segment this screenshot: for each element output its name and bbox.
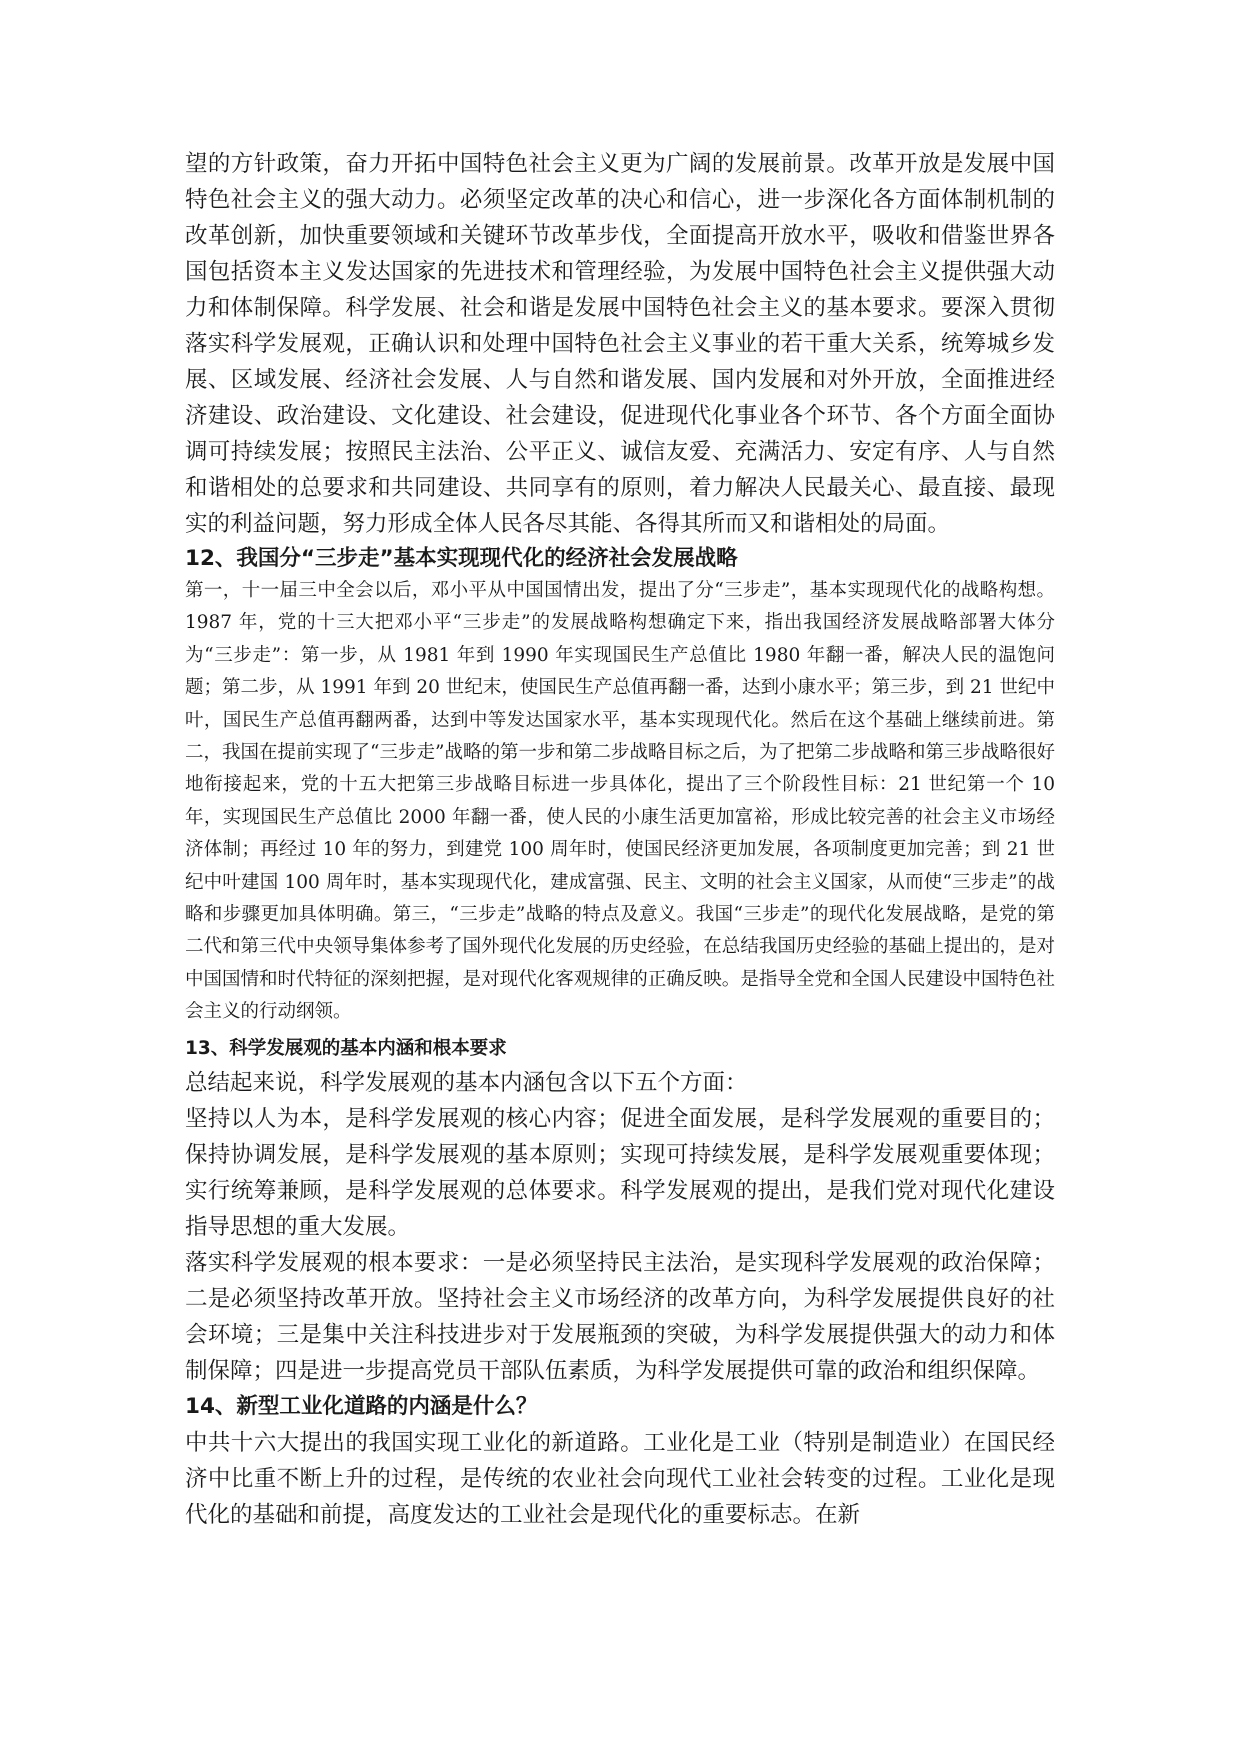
section-13-heading: 13、科学发展观的基本内涵和根本要求: [185, 1037, 507, 1059]
document-content: [185, 146, 1055, 1533]
section-13-intro: 总结起来说，科学发展观的基本内涵包含以下五个方面：: [185, 1069, 748, 1096]
section-13-paragraph-1: 坚持以人为本，是科学发展观的核心内容；促进全面发展，是科学发展观的重要目的；保持协调发展，是科学发展观的基本原则；实现可持续发展，是科学发展观重要体现；实行统筹兼顾，是科学发展观的总体要求。科学发展观的提出，是我们党对现代化建设指导思想的重大发展。: [185, 1105, 1055, 1240]
section-12-body: 第一，十一届三中全会以后，邓小平从中国国情出发，提出了分“三步走”，基本实现现代化的战略构想。1987 年，党的十三大把邓小平“三步走”的发展战略构想确定下来，指出我国经济发展战略部署大体分为“三步走”：第一步，从 1981 年到 1990 年实现国民生产总值比 1980 年翻一番，解决人民的温饱问题；第二步，从 1991 年到 20 世纪末，使国民生产总值再翻一番，达到小康水平；第三步，到 21 世纪中叶，国民生产总值再翻两番，达到中等发达国家水平，基本实现现代化。然后在这个基础上继续前进。第二，我国在提前实现了“三步走”战略的第一步和第二步战略目标之后，为了把第二步战略和第三步战略很好地衔接起来，党的十五大把第三步战略目标进一步具体化，提出了三个阶段性目标：21 世纪第一个 10 年，实现国民生产总值比 2000 年翻一番，使人民的小康生活更加富裕，形成比较完善的社会主义市场经济体制；再经过 10 年的努力，到建党 100 周年时，使国民经济更加发展，各项制度更加完善；到 21 世纪中叶建国 100 周年时，基本实现现代化，建成富强、民主、文明的社会主义国家，从而使“三步走”的战略和步骤更加具体明确。第三，“三步走”战略的特点及意义。我国“三步走”的现代化发展战略，是党的第二代和第三代中央领导集体参考了国外现代化发展的历史经验，在总结我国历史经验的基础上提出的，是对中国国情和时代特征的深刻把握，是对现代化客观规律的正确反映。是指导全党和全国人民建设中国特色社会主义的行动纲领。: [185, 580, 1055, 1023]
section-14-body: 中共十六大提出的我国实现工业化的新道路。工业化是工业（特别是制造业）在国民经济中比重不断上升的过程，是传统的农业社会向现代工业社会转变的过程。工业化是现代化的基础和前提，高度发达的工业社会是现代化的重要标志。在新: [185, 1429, 1055, 1528]
continuation-paragraph: 望的方针政策，奋力开拓中国特色社会主义更为广阔的发展前景。改革开放是发展中国特色社会主义的强大动力。必须坚定改革的决心和信心，进一步深化各方面体制机制的改革创新，加快重要领域和关键环节改革步伐，全面提高开放水平，吸收和借鉴世界各国包括资本主义发达国家的先进技术和管理经验，为发展中国特色社会主义提供强大动力和体制保障。科学发展、社会和谐是发展中国特色社会主义的基本要求。要深入贯彻落实科学发展观，正确认识和处理中国特色社会主义事业的若干重大关系，统筹城乡发展、区域发展、经济社会发展、人与自然和谐发展、国内发展和对外开放，全面推进经济建设、政治建设、文化建设、社会建设，促进现代化事业各个环节、各个方面全面协调可持续发展；按照民主法治、公平正义、诚信友爱、充满活力、安定有序、人与自然和谐相处的总要求和共同建设、共同享有的原则，着力解决人民最关心、最直接、最现实的利益问题，努力形成全体人民各尽其能、各得其所而又和谐相处的局面。: [185, 151, 1055, 537]
section-14-heading: 14、新型工业化道路的内涵是什么？: [185, 1393, 538, 1419]
section-12-heading: 12、我国分“三步走”基本实现现代化的经济社会发展战略: [185, 546, 738, 571]
section-13-paragraph-2: 落实科学发展观的根本要求：一是必须坚持民主法治，是实现科学发展观的政治保障；二是必须坚持改革开放。坚持社会主义市场经济的改革方向，为科学发展提供良好的社会环境；三是集中关注科技进步对于发展瓶颈的突破，为科学发展提供强大的动力和体制保障；四是进一步提高党员干部队伍素质，为科学发展提供可靠的政治和组织保障。: [185, 1249, 1055, 1384]
